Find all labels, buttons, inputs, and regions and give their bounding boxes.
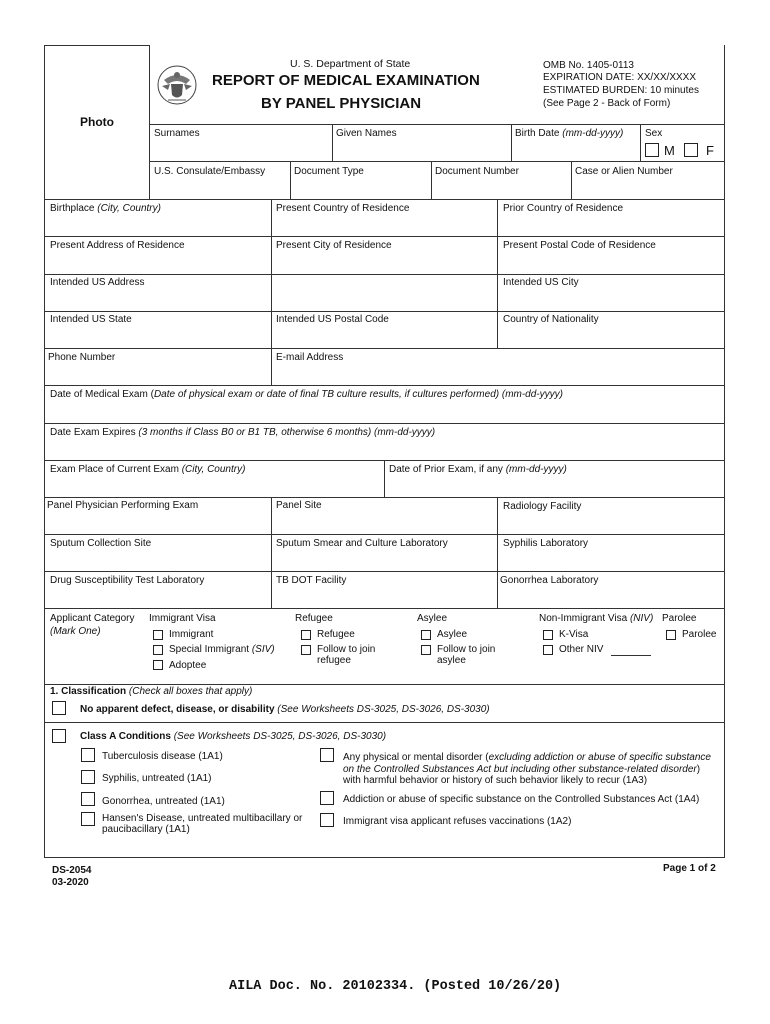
estimated-burden: ESTIMATED BURDEN: 10 minutes <box>543 85 699 96</box>
sputum-lab-field[interactable]: Sputum Smear and Culture Laboratory <box>276 538 448 549</box>
sex-label: Sex <box>645 128 663 139</box>
nationality-field[interactable]: Country of Nationality <box>503 314 599 325</box>
follow-asylee-label-2: asylee <box>437 655 466 666</box>
mental-disorder-label-1: Any physical or mental disorder (excluding addiction or abuse of specific substance <box>343 752 711 763</box>
classification-title: 1. Classification (Check all boxes that apply) <box>50 686 253 697</box>
gonorrhea-lab-field[interactable]: Gonorrhea Laboratory <box>500 575 599 586</box>
form-title-line2: BY PANEL PHYSICIAN <box>261 95 422 112</box>
present-postal-field[interactable]: Present Postal Code of Residence <box>503 240 656 251</box>
no-defect-checkbox[interactable] <box>52 701 66 715</box>
present-country-field[interactable]: Present Country of Residence <box>276 203 410 214</box>
mental-disorder-label-3: with harmful behavior or history of such behavior likely to recur (1A3) <box>343 775 648 786</box>
present-address-field[interactable]: Present Address of Residence <box>50 240 185 251</box>
follow-asylee-checkbox[interactable] <box>421 645 431 655</box>
parolee-heading: Parolee <box>662 613 697 624</box>
present-city-field[interactable]: Present City of Residence <box>276 240 392 251</box>
addiction-checkbox[interactable] <box>320 791 334 805</box>
special-immigrant-label: Special Immigrant (SIV) <box>169 644 275 655</box>
form-id: DS-2054 <box>52 865 92 876</box>
immigrant-checkbox[interactable] <box>153 630 163 640</box>
document-number-field[interactable]: Document Number <box>435 166 519 177</box>
email-field[interactable]: E-mail Address <box>276 352 344 363</box>
drug-lab-field[interactable]: Drug Susceptibility Test Laboratory <box>50 575 205 586</box>
other-niv-checkbox[interactable] <box>543 645 553 655</box>
asylee-heading: Asylee <box>417 613 448 624</box>
adoptee-label: Adoptee <box>169 660 207 671</box>
parolee-label: Parolee <box>682 629 717 640</box>
vaccines-label: Immigrant visa applicant refuses vaccinations (1A2) <box>343 816 572 827</box>
special-immigrant-checkbox[interactable] <box>153 645 163 655</box>
niv-heading: Non-Immigrant Visa (NIV) <box>539 613 654 624</box>
birth-date-field[interactable]: Birth Date (mm-dd-yyyy) <box>515 128 624 139</box>
form-header <box>0 0 770 200</box>
radiology-field[interactable]: Radiology Facility <box>503 501 582 512</box>
gonorrhea-checkbox[interactable] <box>81 792 95 806</box>
surnames-field[interactable]: Surnames <box>154 128 200 139</box>
intended-state-field[interactable]: Intended US State <box>50 314 132 325</box>
mental-disorder-checkbox[interactable] <box>320 748 334 762</box>
mental-disorder-label-2: on the Controlled Substances Act but including other substance-related disorder) <box>343 764 701 775</box>
form-title-line1: REPORT OF MEDICAL EXAMINATION <box>212 72 480 89</box>
parolee-checkbox[interactable] <box>666 630 676 640</box>
no-defect-label: No apparent defect, disease, or disability (See Worksheets DS-3025, DS-3026, DS-3030) <box>80 704 490 715</box>
immigrant-label: Immigrant <box>169 629 214 640</box>
expiration-date: EXPIRATION DATE: XX/XX/XXXX <box>543 72 697 83</box>
see-page-note: (See Page 2 - Back of Form) <box>543 98 671 109</box>
exam-expires-field[interactable]: Date Exam Expires (3 months if Class B0 or B1 TB, otherwise 6 months) (mm-dd-yyyy) <box>50 427 436 438</box>
hansen-label-1: Hansen's Disease, untreated multibacillary or <box>102 813 303 824</box>
addiction-label: Addiction or abuse of specific substance on the Controlled Substances Act (1A4) <box>343 794 700 805</box>
class-a-label: Class A Conditions (See Worksheets DS-3025, DS-3026, DS-3030) <box>80 731 387 742</box>
kvisa-label: K-Visa <box>559 629 589 640</box>
given-names-field[interactable]: Given Names <box>336 128 397 139</box>
exam-date-field[interactable]: Date of Medical Exam (Date of physical exam or date of final TB culture results, if cultures performed) (mm-dd-yyyy) <box>50 389 563 400</box>
sex-male-label: M <box>664 143 675 158</box>
panel-site-field[interactable]: Panel Site <box>276 500 322 511</box>
exam-place-field[interactable]: Exam Place of Current Exam (City, Country) <box>50 464 246 475</box>
adoptee-checkbox[interactable] <box>153 660 163 670</box>
department-name: U. S. Department of State <box>290 58 411 70</box>
mark-one-note: (Mark One) <box>50 626 101 637</box>
classification-section <box>0 684 770 858</box>
refugee-label: Refugee <box>317 629 355 640</box>
sex-female-checkbox[interactable] <box>684 143 698 157</box>
phone-field[interactable]: Phone Number <box>48 352 116 363</box>
syphilis-checkbox[interactable] <box>81 770 95 784</box>
tb-dot-field[interactable]: TB DOT Facility <box>276 575 347 586</box>
case-number-field[interactable]: Case or Alien Number <box>575 166 673 177</box>
intended-address-field[interactable]: Intended US Address <box>50 277 145 288</box>
document-type-field[interactable]: Document Type <box>294 166 364 177</box>
refugee-checkbox[interactable] <box>301 630 311 640</box>
omb-number: OMB No. 1405-0113 <box>543 60 634 71</box>
consulate-field[interactable]: U.S. Consulate/Embassy <box>154 166 266 177</box>
tb-checkbox[interactable] <box>81 748 95 762</box>
follow-asylee-label-1: Follow to join <box>437 644 496 655</box>
immigrant-visa-heading: Immigrant Visa <box>149 613 216 624</box>
page-number: Page 1 of 2 <box>663 863 716 874</box>
intended-city-field[interactable]: Intended US City <box>503 277 579 288</box>
kvisa-checkbox[interactable] <box>543 630 553 640</box>
hansen-checkbox[interactable] <box>81 812 95 826</box>
syphilis-lab-field[interactable]: Syphilis Laboratory <box>503 538 589 549</box>
other-niv-label: Other NIV <box>559 644 604 655</box>
gonorrhea-label: Gonorrhea, untreated (1A1) <box>102 796 225 807</box>
state-department-seal <box>156 62 198 108</box>
birthplace-field[interactable]: Birthplace (City, Country) <box>50 203 161 214</box>
prior-exam-field[interactable]: Date of Prior Exam, if any (mm-dd-yyyy) <box>389 464 567 475</box>
vaccines-checkbox[interactable] <box>320 813 334 827</box>
sex-female-label: F <box>706 143 714 158</box>
intended-postal-field[interactable]: Intended US Postal Code <box>276 314 389 325</box>
follow-refugee-label-2: refugee <box>317 655 351 666</box>
sputum-site-field[interactable]: Sputum Collection Site <box>50 538 152 549</box>
follow-refugee-label-1: Follow to join <box>317 644 376 655</box>
follow-refugee-checkbox[interactable] <box>301 645 311 655</box>
asylee-label: Asylee <box>437 629 468 640</box>
prior-country-field[interactable]: Prior Country of Residence <box>503 203 624 214</box>
category-label: Applicant Category <box>50 613 135 624</box>
other-niv-input[interactable] <box>611 655 651 656</box>
hansen-label-2: paucibacillary (1A1) <box>102 824 190 835</box>
asylee-checkbox[interactable] <box>421 630 431 640</box>
class-a-checkbox[interactable] <box>52 729 66 743</box>
sex-male-checkbox[interactable] <box>645 143 659 157</box>
refugee-heading: Refugee <box>295 613 333 624</box>
aila-stamp: AILA Doc. No. 20102334. (Posted 10/26/20) <box>229 979 562 994</box>
form-date: 03-2020 <box>52 877 89 888</box>
tb-label: Tuberculosis disease (1A1) <box>102 751 223 762</box>
syphilis-label: Syphilis, untreated (1A1) <box>102 773 212 784</box>
photo-label: Photo <box>80 115 114 129</box>
panel-physician-field[interactable]: Panel Physician Performing Exam <box>47 500 199 511</box>
applicant-category-section <box>0 608 770 684</box>
